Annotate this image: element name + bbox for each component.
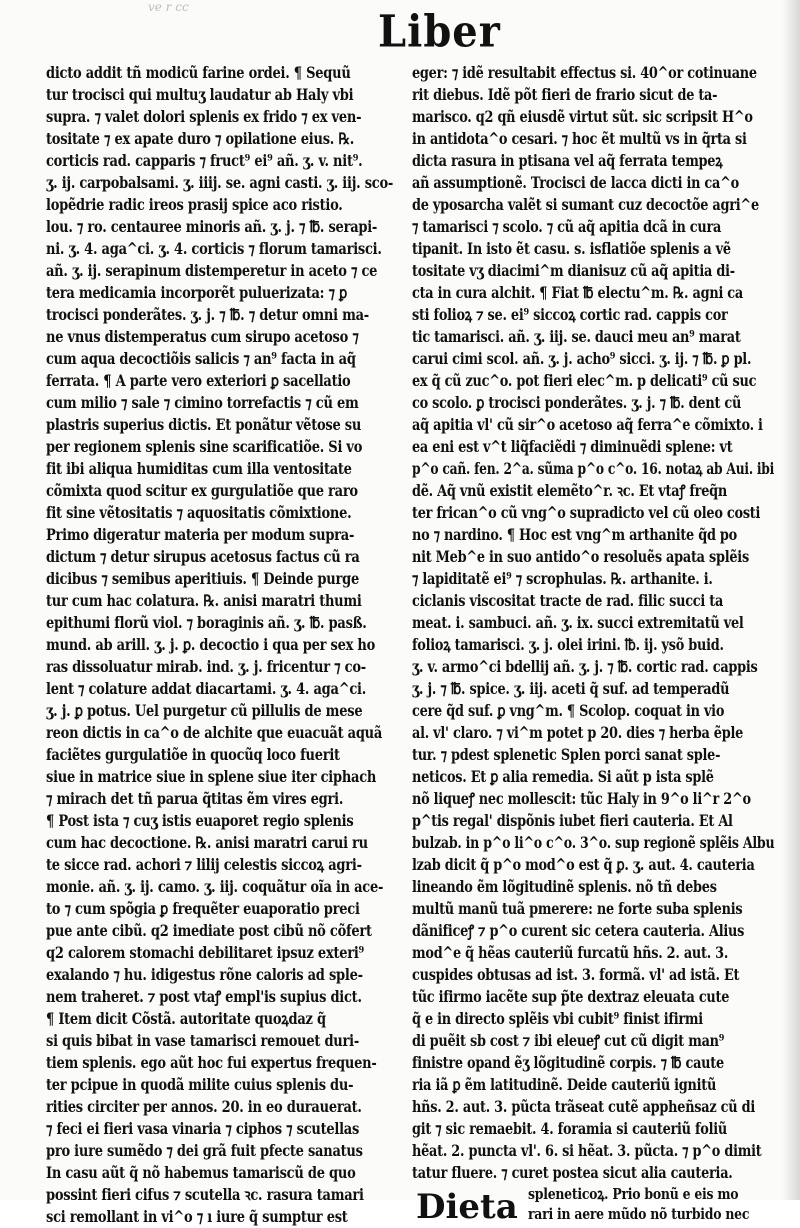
text-line: multũ manũ tuã pmerere: ne forte suba splenis <box>412 899 743 918</box>
text-line: ras dissoluatur mirab. ind. ʒ. j. fricentur ⁊ co- <box>46 657 366 676</box>
text-line: ria iã ꝑ ẽm latitudinẽ. Deide cauteriũ ignitũ <box>412 1075 717 1094</box>
text-line: monie. añ. ʒ. ij. camo. ʒ. iij. coquãtur oĩa in ace- <box>46 877 384 896</box>
text-line: no ⁊ nardino. ¶ Hoc est vng^m arthanite q̃d po <box>412 525 737 544</box>
text-line: cum hac decoctione. ℞. anisi maratri carui ru <box>46 833 368 852</box>
text-line: ciclanis viscositat tracte de rad. filic succi ta <box>412 591 724 610</box>
text-line: tur. ⁊ pdest splenetic Splen porci sanat sple- <box>412 745 721 764</box>
text-line: dicibus ⁊ semibus aperitiuis. ¶ Deinde purge <box>46 569 359 588</box>
text-line: Primo digeratur materia per modum supra- <box>46 525 355 544</box>
text-line: in antidota^o cesari. ⁊ hoc ẽt multũ vs in q̃rta si <box>412 129 747 148</box>
text-line: ne vnus distemperatus cum sirupo acetoso ⁊ <box>46 327 359 346</box>
text-line: tositate ⁊ ex apate duro ⁊ opilatione eius. ℞. <box>46 129 355 148</box>
page-running-header: Liber <box>378 5 501 58</box>
text-line: te sicce rad. achori ⁊ lilij celestis siccoꝝ agri- <box>46 855 362 874</box>
right-text-column <box>412 62 775 1227</box>
text-line: carui cimi scol. añ. ʒ. j. acho⁹ sicci. ʒ. ij. ⁊ ℔. ꝑ pl. <box>412 349 752 368</box>
text-line: tur trocisci qui multuʒ laudatur ab Haly vbi <box>46 85 354 104</box>
text-line: finistre opand ẽʒ lõgitudinẽ corpis. ⁊ ℔ caute <box>412 1053 724 1072</box>
text-line: mod^e q̃ hẽas cauteriũ furcatũ hñs. 2. aut. 3. <box>412 943 729 962</box>
text-line: q2 calorem stomachi debilitaret ipsuz exteri⁹ <box>46 943 365 962</box>
text-line: ⁊ lapiditatẽ ei⁹ ⁊ scrophulas. ℞. arthanite. i. <box>412 569 713 588</box>
text-line: lzab dicit q̃ p^o mod^o est q̃ ꝑ. ʒ. aut. 4. cauteria <box>412 855 755 874</box>
dieta-section <box>412 1184 774 1227</box>
text-line: sti folioꝝ ⁊ se. ei⁹ siccoꝝ cortic rad. cappis cor <box>412 305 728 324</box>
dieta-text-line: spleneticoꝝ. Prio bonũ e eis mo <box>527 1185 739 1203</box>
text-line: ter frican^o cũ vng^o supradicto vel cũ oleo costi <box>412 503 761 522</box>
text-line: q̃ e in directo splẽis vbi cubit⁹ finist ifirmi <box>412 1009 703 1028</box>
text-line: faciẽtes gurgulatiõe in quocũq loco fuerit <box>46 745 340 764</box>
text-line: lent ⁊ colature addat diacartami. ʒ. 4. aga^ci. <box>46 679 367 698</box>
text-line: ʒ. j. ⁊ ℔. spice. ʒ. iij. aceti q̃ suf. ad temperadũ <box>412 679 730 698</box>
text-line: to ⁊ cum spõgia ꝑ frequẽter euaporatio preci <box>46 899 360 918</box>
text-line: eger: ⁊ idẽ resultabit effectus si. 40^or cotinuane <box>412 63 757 82</box>
text-line: tũc ifirmo iacẽte sup p̃te dextraz eleuata cute <box>412 987 730 1006</box>
text-line: possint fieri cifus ⁊ scutella ꝛc. rasura tamari <box>46 1185 364 1204</box>
text-line: dicta rasura in ptisana vel aq̃ ferrata tempeꝝ <box>412 151 723 170</box>
text-line: dẽ. Aq̃ vnũ existit elemẽto^r. ꝛc. Et vtaꝭ freq̃n <box>412 481 727 500</box>
text-line: corticis rad. capparis ⁊ fruct⁹ ei⁹ añ. ʒ. v. nit⁹. <box>46 151 363 170</box>
dieta-heading: Dieta <box>416 1187 518 1227</box>
text-line: añ. ʒ. ij. serapinum distemperetur in aceto ⁊ ce <box>46 261 378 280</box>
text-line: tur cum hac colatura. ℞. anisi maratri thumi <box>46 591 362 610</box>
text-line: cum milio ⁊ sale ⁊ cimino torrefactis ⁊ cũ em <box>46 393 359 412</box>
text-line: In casu aũt q̃ nõ habemus tamariscũ de quo <box>46 1163 356 1182</box>
text-line: cere q̃d suf. ꝑ vng^m. ¶ Scolop. coquat in vio <box>412 701 725 720</box>
text-line: ¶ Item dicit Cõstã. autoritate quoꝝdaz q̃ <box>46 1009 326 1028</box>
text-line: ʒ. j. ꝑ potus. Uel purgetur cũ pillulis de mese <box>46 701 363 720</box>
text-line: al. vl' claro. ⁊ vi^m potet p 20. dies ⁊ herba ẽple <box>412 723 744 742</box>
text-line: cta in cura alchit. ¶ Fiat ℔ electu^m. ℞. agni ca <box>412 283 743 302</box>
text-line: p^tis regal' dispõnis iubet fieri cauteria. Et Al <box>412 811 733 830</box>
text-line: siue in matrice siue in splene siue iter ciphach <box>46 767 377 786</box>
text-line: pro iure sumẽdo ⁊ dei grã fuit pfecte sanatus <box>46 1141 363 1160</box>
text-line: ⁊ feci ei fieri vasa vinaria ⁊ ciphos ⁊ scutellas <box>46 1119 360 1138</box>
text-line: co scolo. ꝑ trocisci ponderãtes. ʒ. j. ⁊ ℔. dent cũ <box>412 393 742 412</box>
text-line: cõmixta quod scitur ex gurgulatiõe que raro <box>46 481 358 500</box>
text-line: ʒ. v. armo^ci bdellij añ. ʒ. j. ⁊ ℔. cortic rad. cappis <box>412 657 758 676</box>
text-line: aq̃ apitia vl' cũ sir^o acetoso aq̃ ferra^e cõmixto. i <box>412 415 763 434</box>
dieta-text-line: rari in aere mũdo nõ turbido nec <box>527 1205 749 1223</box>
text-line: folioꝝ tamarisci. ʒ. j. olei irini. ℔. ij. ysõ buid. <box>412 635 724 654</box>
text-line: supra. ⁊ valet dolori splenis ex frido ⁊ ex ven- <box>46 107 362 126</box>
text-line: cuspides obtusas ad ist. 3. formã. vl' ad istã. Et <box>412 965 740 984</box>
text-line: ¶ Post ista ⁊ cuʒ istis euaporet regio splenis <box>46 811 354 830</box>
text-line: nõ liqueꝭ nec mollescit: tũc Haly in 9^o li^r 2^o <box>412 789 751 808</box>
left-text-column <box>46 62 400 1226</box>
text-line: tipanit. In isto ẽt casu. s. isflatiõe splenis a vẽ <box>412 239 731 258</box>
text-line: ex q̃ cũ zuc^o. pot fieri elec^m. p delicati⁹ cũ suc <box>412 371 757 390</box>
text-line: lou. ⁊ ro. centauree minoris añ. ʒ. j. ⁊ ℔. serapi- <box>46 217 378 236</box>
text-line: ʒ. ij. carpobalsami. ʒ. iiij. se. agni casti. ʒ. iij. sco- <box>46 173 394 192</box>
text-line: hẽat. 2. puncta vl'. 6. si hẽat. 3. pũcta. ⁊ p^o dimit <box>412 1141 762 1160</box>
text-line: tatur fluere. ⁊ curet postea sicut alia cauteria. <box>412 1163 733 1182</box>
text-line: rit diebus. Idẽ põt fieri de frario sicut de ta- <box>412 85 718 104</box>
text-line: tiem splenis. ego aũt hoc fui expertus frequen- <box>46 1053 377 1072</box>
text-line: tic tamarisci. añ. ʒ. iij. se. dauci meu an⁹ marat <box>412 327 741 346</box>
text-line: lineando ẽm lõgitudinẽ splenis. nõ tñ debes <box>412 877 717 896</box>
text-line: ea eni est v^t liq̃faciẽdi ⁊ diminuẽdi splene: vt <box>412 437 733 456</box>
dieta-text <box>528 1184 794 1224</box>
text-line: reon dictis in ca^o de alchite que euacuãt aquã <box>46 723 383 742</box>
text-line: marisco. q2 qñ eiusdẽ virtut sũt. sic scripsit H^o <box>412 107 753 126</box>
text-line: ⁊ tamarisci ⁊ scolo. ⁊ cũ aq̃ apitia dcã in cura <box>412 217 722 236</box>
text-line: ⁊ mirach det tñ parua q̃titas ẽm vires egri. <box>46 789 344 808</box>
text-line: nit Meb^e in suo antido^o resoluẽs apata splẽis <box>412 547 749 566</box>
text-line: tera medicamia incorporẽt puluerizata: ⁊ ꝑ <box>46 283 348 302</box>
text-line: cum aqua decoctiõis salicis ⁊ an⁹ facta in aq̃ <box>46 349 356 368</box>
text-line: de yposarcha valẽt si sumant cuz decoctõe agri^e <box>412 195 759 214</box>
text-line: exalando ⁊ hu. idigestus rõne caloris ad sple- <box>46 965 363 984</box>
text-line: fit sine vẽtositatis ⁊ aquositatis cõmixtione. <box>46 503 352 522</box>
text-line: bulzab. in p^o li^o c^o. 3^o. sup regionẽ splẽis Albu <box>412 833 775 852</box>
text-line: añ assumptionẽ. Trocisci de lacca dicti in ca^o <box>412 173 739 192</box>
text-line: epithumi florũ viol. ⁊ boraginis añ. ʒ. ℔. pasß. <box>46 613 367 632</box>
text-line: p^o cañ. fen. 2^a. sũma p^o c^o. 16. notaꝝ ab Aui. ibi <box>412 459 775 478</box>
text-line: tositate vʒ diacimi^m dianisuz cũ aq̃ apitia di- <box>412 261 735 280</box>
text-line: per regionem splenis sine scarificatiõe. Si vo <box>46 437 363 456</box>
text-line: trocisci ponderãtes. ʒ. j. ⁊ ℔. ⁊ detur omni ma- <box>46 305 369 324</box>
text-line: dictum ⁊ detur sirupus acetosus factus cũ ra <box>46 547 360 566</box>
text-line: dãnificeꝭ ⁊ p^o curent sic cetera cauteria. Alius <box>412 921 745 940</box>
text-line: dicto addit tñ modicũ farine ordei. ¶ Sequũ <box>46 63 351 82</box>
text-line: sci remollant in vi^o ⁊ ı iure q̃ sumptur est <box>46 1207 348 1226</box>
text-line: nem traheret. ⁊ post vtaꝭ empl'is supius dict. <box>46 987 362 1006</box>
text-line: neticos. Et ꝑ alia remedia. Si aũt p ista splẽ <box>412 767 714 786</box>
text-line: fit ibi aliqua humiditas cum illa ventositate <box>46 459 352 478</box>
text-line: plastris superius dictis. Et ponãtur vẽtose su <box>46 415 362 434</box>
text-line: di puẽit sb cost ⁊ ibi eleueꝭ cut cũ digit man⁹ <box>412 1031 725 1050</box>
text-line: rities circiter per annos. 20. in eo durauerat. <box>46 1097 362 1116</box>
text-line: ter pcipue in quodã milite cuius splenis du- <box>46 1075 354 1094</box>
page-edge-shadow <box>782 0 800 1200</box>
text-line: lopẽdrie radic ireos prasij spice aco ristio. <box>46 195 343 214</box>
faded-corner-mark: ve r cc <box>148 0 189 14</box>
text-line: mund. ab arill. ʒ. j. ꝑ. decoctio i qua per sex ho <box>46 635 376 654</box>
text-line: git ⁊ sic remaebit. 4. foramia si cauteriũ foliũ <box>412 1119 728 1138</box>
text-line: ni. ʒ. 4. aga^ci. ʒ. 4. corticis ⁊ florum tamarisci. <box>46 239 382 258</box>
text-line: meat. i. sambuci. añ. ʒ. ix. succi extremitatũ vel <box>412 613 744 632</box>
text-line: ferrata. ¶ A parte vero exteriori ꝑ sacellatio <box>46 371 351 390</box>
text-line: hñs. 2. aut. 3. pũcta trãseat cutẽ appheñsaz cũ di <box>412 1097 755 1116</box>
text-line: pue ante cibũ. q2 imediate post cibũ nõ cõfert <box>46 921 372 940</box>
text-line: si quis bibat in vase tamarisci remouet duri- <box>46 1031 359 1050</box>
